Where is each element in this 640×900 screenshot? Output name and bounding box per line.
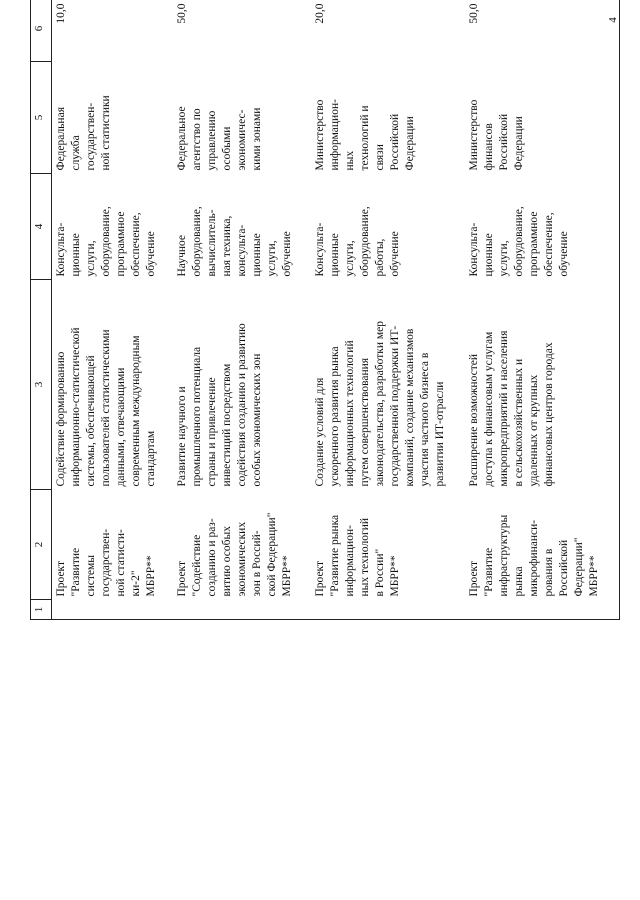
cell-agency: Федеральная служба государствен- ной статистики [55,95,112,171]
cell-index [173,600,311,620]
column-header: 2 [31,490,52,600]
cell-goal: Развитие научного и промышленного потенциала страны и привлечение инвестиций посредством содействия созданию и развитию особых экономических зон [175,323,263,487]
cell-goal: Содействие формированию информационно-статистической системы, обеспечивающей пользователей статистическими данными, отвечающими современным международным стандартам [55,327,157,487]
cell-col6: 20,0 [313,3,326,24]
column-header: 1 [31,600,52,620]
cell-components: Научное оборудование, вычислитель- ная техника, консульта- ционные услуги, обучение [175,206,293,277]
cell-project: Проект "Развитие рынка информацион- ных технологий в России" МБРР** [313,514,401,597]
cell-agency: Федеральное агентство по управлению особыми экономичес- кими зонами [175,106,263,171]
cell-components: Консульта- ционные услуги, оборудование, программное обеспечение, обучение [55,206,157,277]
rotated-page [30,3,620,890]
table-row [465,0,620,620]
cell-col6: 10,0 [55,3,67,24]
table-row [311,0,465,620]
header-row [31,0,52,620]
cell-agency: Министерство информацион- ных технологий и связи Российской Федерации [313,99,416,171]
table-header [31,0,52,620]
cell-col6: 50,0 [465,0,620,62]
projects-table-wrapper [30,0,620,620]
column-header: 6 [31,0,52,62]
cell-agency: Министерство финансов Российской Федерации [465,62,620,174]
cell-components: Консульта- ционные услуги, оборудование, программное обеспечение, обучение [465,174,620,280]
projects-table [30,0,620,620]
cell-index [52,600,173,620]
column-header: 4 [31,174,52,280]
cell-index [465,600,620,620]
column-header: 3 [31,280,52,490]
cell-project: Проект "Развитие системы государствен- ной статисти- ки-2" МБРР** [55,528,157,597]
column-header: 5 [31,62,52,174]
cell-project: Проект "Содействие созданию и раз- витию особых экономических зон в Россий- ской Федерации" МБРР** [175,512,293,597]
cell-components: Консульта- ционные услуги, оборудование, работы, обучение [313,206,401,277]
cell-goal: Расширение возможностей доступа к финансовым услугам микропредприятий и населения в сельскохозяйственных и удаленных от крупных финансовых центров городах [465,280,620,490]
cell-project: Проект "Развитие инфраструктуры рынка микрофинанси- рования в Российской Федерации" МБРР** [465,490,620,600]
cell-col6: 50,0 [175,3,188,24]
table-row [52,0,173,620]
table-row [173,0,311,620]
cell-goal: Создание условий для ускоренного развития рынка информационных технологий путем совершенствования законодательства, разработки мер государственной поддержки ИТ- компаний, создание механизмов участия частного бизнеса в развитии ИТ-отрасли [313,321,446,487]
table-body [52,0,620,620]
cell-index [311,600,465,620]
page-number: 4 [607,17,619,23]
